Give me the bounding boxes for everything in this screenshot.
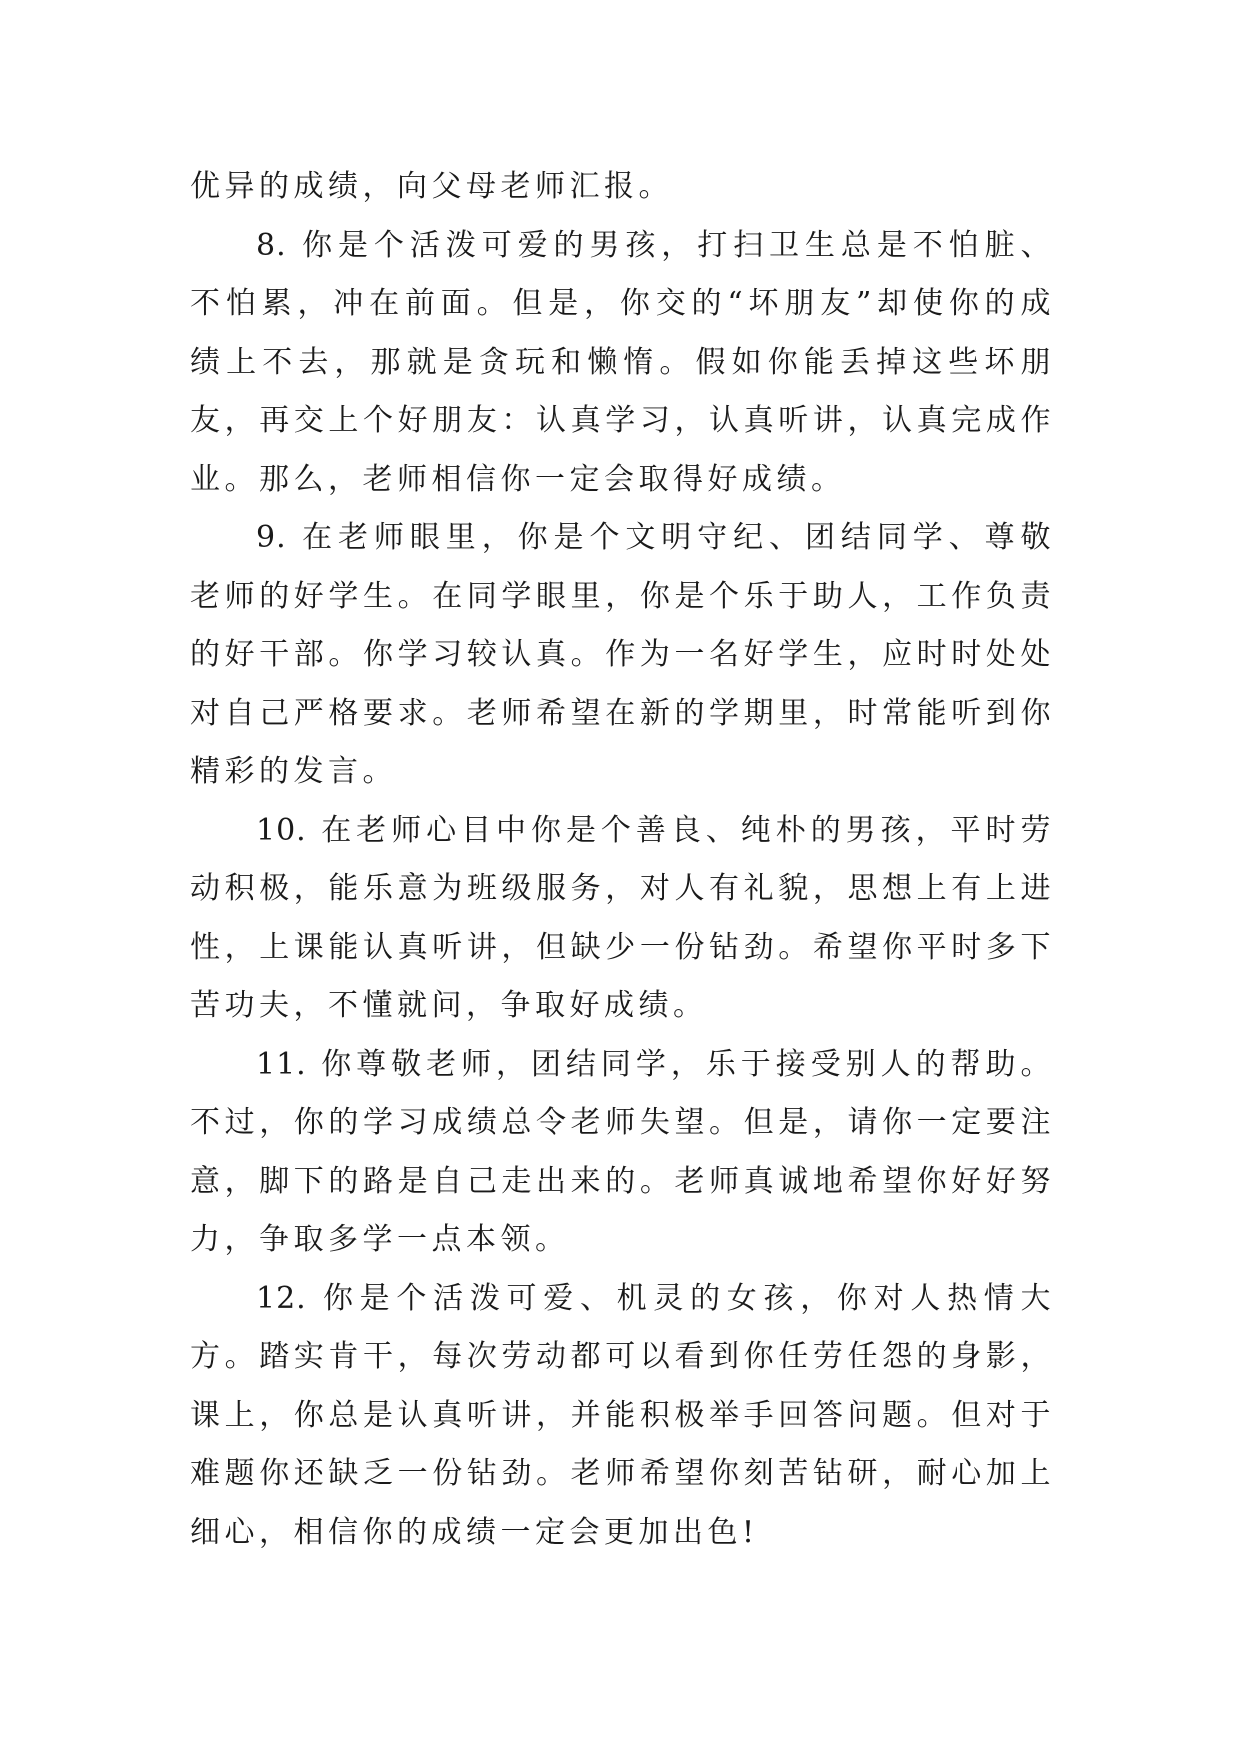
paragraph-number: 11. xyxy=(256,1046,307,1082)
paragraph-item-11 xyxy=(190,1036,1055,1270)
paragraph-number: 9. xyxy=(256,520,287,555)
paragraph-text: 在老师心目中你是个善良、纯朴的男孩，平时劳动积极，能乐意为班级服务，对人有礼貌，思想上有上进性，上课能认真听讲，但缺少一份钻劲。希望你平时多下苦功夫，不懂就问，争取好成绩。 xyxy=(190,812,1055,1023)
paragraph-continuation xyxy=(190,158,1055,217)
paragraph-text: 你是个活泼可爱、机灵的女孩，你对人热情大方。踏实肯干，每次劳动都可以看到你任劳任怨的身影，课上，你总是认真听讲，并能积极举手回答问题。但对于难题你还缺乏一份钻劲。老师希望你刻苦钻研，耐心加上细心，相信你的成绩一定会更加出色! xyxy=(190,1280,1055,1550)
paragraph-text: 优异的成绩，向父母老师汇报。 xyxy=(190,169,673,204)
paragraph-text: 在老师眼里，你是个文明守纪、团结同学、尊敬老师的好学生。在同学眼里，你是个乐于助人，工作负责的好干部。你学习较认真。作为一名好学生，应时时处处对自己严格要求。老师希望在新的学期里，时常能听到你精彩的发言。 xyxy=(190,520,1056,789)
document-body xyxy=(190,158,1055,1562)
paragraph-text: 你是个活泼可爱的男孩，打扫卫生总是不怕脏、不怕累，冲在前面。但是，你交的“坏朋友”却使你的成绩上不去，那就是贪玩和懒惰。假如你能丢掉这些坏朋友，再交上个好朋友：认真学习，认真听讲，认真完成作业。那么，老师相信你一定会取得好成绩。 xyxy=(190,227,1056,497)
paragraph-number: 10. xyxy=(256,812,307,848)
paragraph-item-12 xyxy=(190,1270,1055,1563)
paragraph-item-9 xyxy=(190,509,1055,802)
paragraph-text: 你尊敬老师，团结同学，乐于接受别人的帮助。不过，你的学习成绩总令老师失望。但是，请你一定要注意，脚下的路是自己走出来的。老师真诚地希望你好好努力，争取多学一点本领。 xyxy=(190,1046,1055,1257)
paragraph-item-10 xyxy=(190,802,1055,1036)
paragraph-number: 8. xyxy=(256,227,287,263)
paragraph-number: 12. xyxy=(256,1280,307,1316)
paragraph-item-8 xyxy=(190,217,1055,510)
